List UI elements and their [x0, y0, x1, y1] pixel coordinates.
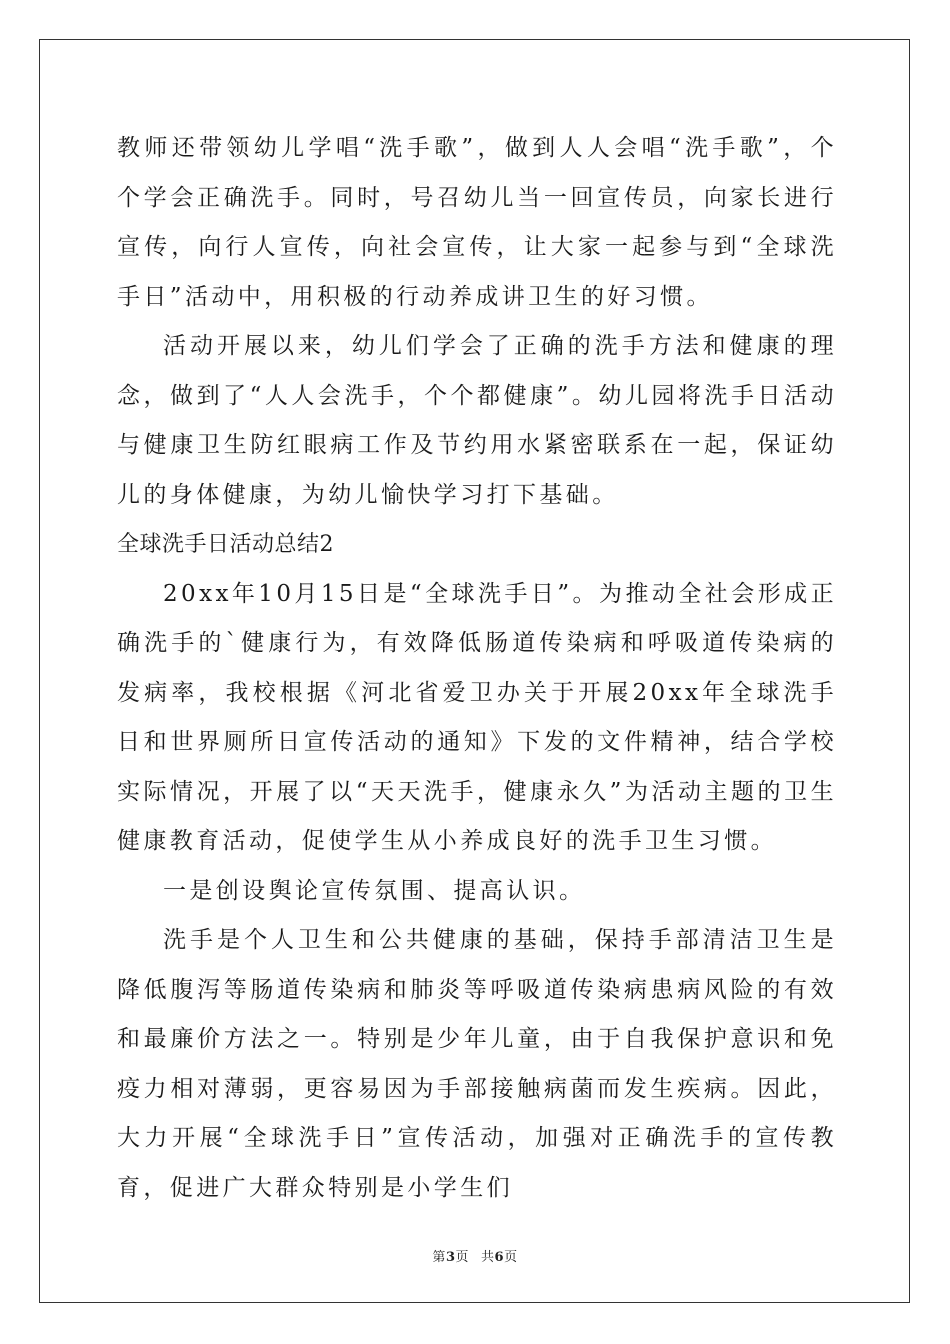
section-heading: 全球洗手日活动总结2 [117, 532, 334, 557]
paragraph: 活动开展以来，幼儿们学会了正确的洗手方法和健康的理念，做到了“人人会洗手，个个都健康”。幼儿园将洗手日活动与健康卫生防红眼病工作及节约用水紧密联系在一起，保证幼儿的身体健康，为幼儿愉快学习打下基础。 [117, 333, 837, 508]
document-body [117, 124, 837, 1213]
total-pages: 6 [494, 1250, 505, 1265]
paragraph: 20xx年10月15日是“全球洗手日”。为推动全社会形成正确洗手的`健康行为，有效降低肠道传染病和呼吸道传染病的发病率，我校根据《河北省爱卫办关于开展20xx年全球洗手日和世界厕所日宣传活动的通知》下发的文件精神，结合学校实际情况，开展了以“天天洗手，健康永久”为活动主题的卫生健康教育活动，促使学生从小养成良好的洗手卫生习惯。 [117, 580, 837, 854]
page-suffix: 页 [455, 1250, 469, 1265]
paragraph: 教师还带领幼儿学唱“洗手歌”，做到人人会唱“洗手歌”，个个学会正确洗手。同时，号召幼儿当一回宣传员，向家长进行宣传，向行人宣传，向社会宣传，让大家一起参与到“全球洗手日”活动中，用积极的行动养成讲卫生的好习惯。 [117, 135, 837, 310]
total-prefix: 共 [481, 1250, 495, 1265]
paragraph: 洗手是个人卫生和公共健康的基础，保持手部清洁卫生是降低腹泻等肠道传染病和肺炎等呼吸道传染病患病风险的有效和最廉价方法之一。特别是少年儿童，由于自我保护意识和免疫力相对薄弱，更容易因为手部接触病菌而发生疾病。因此，大力开展“全球洗手日”宣传活动，加强对正确洗手的宣传教育，促进广大群众特别是小学生们 [117, 927, 837, 1201]
page-footer [0, 1246, 950, 1265]
page-prefix: 第 [432, 1250, 446, 1265]
page-number: 3 [445, 1250, 456, 1265]
total-suffix: 页 [504, 1250, 518, 1265]
paragraph: 一是创设舆论宣传氛围、提高认识。 [163, 877, 586, 904]
